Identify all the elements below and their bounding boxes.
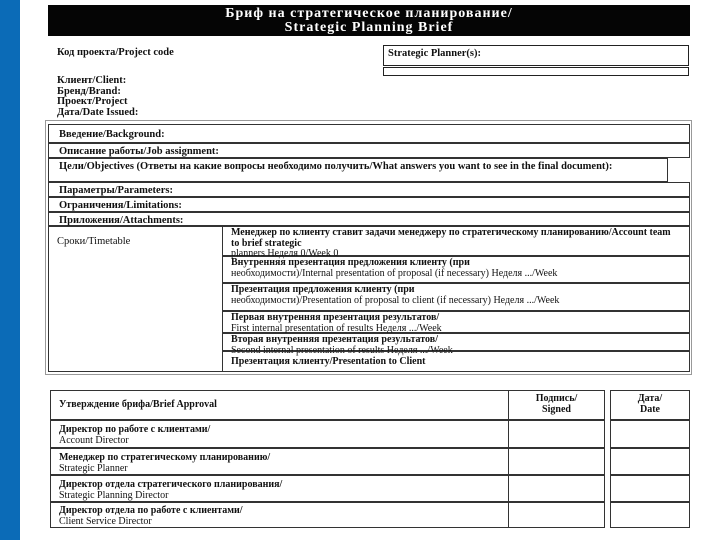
timetable-item: Первая внутренняя презентация результатов/ First internal presentation of results Неделя .../Week [222,311,690,333]
project-label: Проект/Project [57,96,128,107]
project-info [57,76,138,118]
section-background: Введение/Background: [48,124,690,143]
approval-row: Директор по работе с клиентами/ Account Director [50,420,509,448]
timetable-item: Вторая внутренняя презентация результатов/ Second internal presentation of results Неделя .../Week [222,333,690,351]
date-field[interactable] [610,420,690,448]
approval-row: Менеджер по стратегическому планированию/ Strategic Planner [50,448,509,475]
signature-field[interactable] [508,420,605,448]
signature-field[interactable] [508,475,605,502]
project-code-label: Код проекта/Project code [57,47,174,58]
approval-row: Директор отдела стратегического планирования/ Strategic Planning Director [50,475,509,502]
section-limitations: Ограничения/Limitations: [48,197,690,212]
approval-header: Утверждение брифа/Brief Approval [50,390,509,420]
section-parameters: Параметры/Parameters: [48,182,690,197]
strategic-planner-label: Strategic Planner(s): [388,48,482,59]
client-label: Клиент/Client: [57,75,127,86]
section-objectives: Цели/Objectives (Ответы на какие вопросы необходимо получить/What answers you want to see in the final document): [48,158,668,182]
timetable-item: Внутренняя презентация предложения клиенту (при необходимости)/Internal presentation of proposal (if necessary) Неделя .../Week [222,256,690,283]
date-field[interactable] [610,475,690,502]
document-title [48,5,690,36]
timetable-label: Сроки/Timetable [48,226,223,372]
signed-header: Подпись/ Signed [508,390,605,420]
date-issued-label: Дата/Date Issued: [57,106,139,118]
brand-label: Бренд/Brand: [57,85,121,97]
title-en: Strategic Planning Brief [284,20,454,35]
section-job-assignment: Описание работы/Job assignment: [48,143,690,158]
timetable-item: Презентация клиенту/Presentation to Client [222,351,690,372]
signature-field[interactable] [508,502,605,528]
date-field[interactable] [610,448,690,475]
date-field[interactable] [610,502,690,528]
signature-field[interactable] [508,448,605,475]
timetable-item: Менеджер по клиенту ставит задачи менеджеру по стратегическому планированию/Account team to brief strategic planners Неделя 0/Week 0 [222,226,690,256]
strategic-planner-field[interactable] [383,45,689,66]
date-header: Дата/ Date [610,390,690,420]
section-attachments: Приложения/Attachments: [48,212,690,226]
title-ru: Бриф на стратегическое планирование/ [225,6,513,21]
approval-row: Директор отдела по работе с клиентами/ Client Service Director [50,502,509,528]
timetable-item: Презентация предложения клиенту (при необходимости)/Presentation of proposal to client (if necessary) Неделя .../Week [222,283,690,311]
strategic-planner-value[interactable] [383,67,689,76]
slide-accent-strip [0,0,20,540]
